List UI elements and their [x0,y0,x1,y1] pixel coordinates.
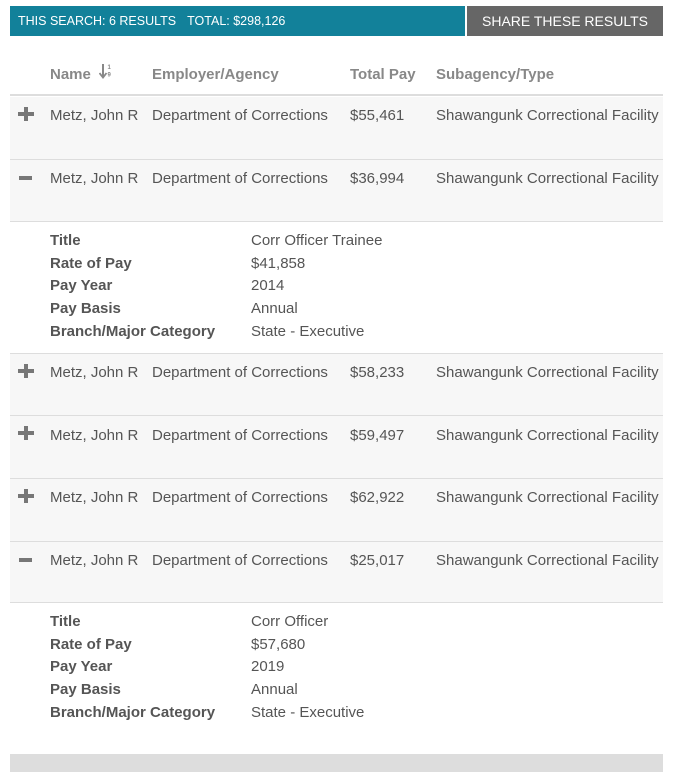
table-header [10,52,663,96]
expand-plus-icon[interactable] [17,488,35,506]
employee-name[interactable]: Metz, John R [50,107,139,124]
detail-label-branch: Branch/Major Category [50,704,216,721]
subagency-type: Shawangunk Correctional Facility [436,364,659,381]
detail-basis: Annual [251,681,298,698]
column-header-subagency[interactable]: Subagency/Type [436,66,555,83]
detail-branch: State - Executive [251,323,365,340]
expand-plus-icon[interactable] [17,425,35,443]
subagency-type: Shawangunk Correctional Facility [436,107,659,124]
subagency-type: Shawangunk Correctional Facility [436,427,659,444]
pagination-bar [10,754,663,772]
total-pay: $58,233 [350,364,405,381]
detail-label-basis: Pay Basis [50,681,121,698]
results-summary-bar [10,6,663,36]
column-header-name[interactable]: Name 1 9 [50,66,113,83]
results-summary [10,6,465,36]
detail-label-rate: Rate of Pay [50,636,132,653]
detail-label-year: Pay Year [50,658,113,675]
total-pay: $36,994 [350,170,405,187]
table-row[interactable] [10,160,663,222]
collapse-minus-icon[interactable] [17,169,35,187]
employer-agency: Department of Corrections [152,427,328,444]
detail-year: 2014 [251,277,285,294]
total-pay: $59,497 [350,427,405,444]
employee-name[interactable]: Metz, John R [50,427,139,444]
table-row[interactable] [10,479,663,542]
column-header-total-pay[interactable]: Total Pay [350,66,416,83]
svg-text:9: 9 [107,72,111,79]
row-details [10,603,663,735]
total-pay: $25,017 [350,552,405,569]
search-count: THIS SEARCH: 6 RESULTS [18,14,177,28]
collapse-minus-icon[interactable] [17,551,35,569]
table-row[interactable] [10,354,663,416]
detail-title: Corr Officer Trainee [251,232,383,249]
employer-agency: Department of Corrections [152,364,328,381]
detail-label-year: Pay Year [50,277,113,294]
total-pay: $55,461 [350,107,405,124]
employer-agency: Department of Corrections [152,107,328,124]
detail-label-title: Title [50,613,81,630]
employer-agency: Department of Corrections [152,552,328,569]
employee-name[interactable]: Metz, John R [50,364,139,381]
svg-text:1: 1 [107,65,111,72]
detail-branch: State - Executive [251,704,365,721]
row-details [10,222,663,354]
employee-name[interactable]: Metz, John R [50,489,139,506]
subagency-type: Shawangunk Correctional Facility [436,170,659,187]
sort-ascending-icon[interactable] [99,63,113,83]
expand-plus-icon[interactable] [17,363,35,381]
table-row[interactable] [10,542,663,603]
employee-name[interactable]: Metz, John R [50,552,139,569]
subagency-type: Shawangunk Correctional Facility [436,552,659,569]
column-header-employer[interactable]: Employer/Agency [152,66,279,83]
total-pay: $62,922 [350,489,405,506]
detail-year: 2019 [251,658,285,675]
detail-title: Corr Officer [251,613,329,630]
detail-label-title: Title [50,232,81,249]
share-results-button[interactable]: SHARE THESE RESULTS [467,6,663,36]
detail-basis: Annual [251,300,298,317]
detail-rate: $41,858 [251,255,306,272]
detail-label-basis: Pay Basis [50,300,121,317]
table-row[interactable] [10,97,663,160]
subagency-type: Shawangunk Correctional Facility [436,489,659,506]
employer-agency: Department of Corrections [152,170,328,187]
search-total: TOTAL: $298,126 [187,14,286,28]
detail-label-branch: Branch/Major Category [50,323,216,340]
detail-rate: $57,680 [251,636,306,653]
employee-name[interactable]: Metz, John R [50,170,139,187]
employer-agency: Department of Corrections [152,489,328,506]
expand-plus-icon[interactable] [17,106,35,124]
detail-label-rate: Rate of Pay [50,255,132,272]
table-row[interactable] [10,416,663,479]
